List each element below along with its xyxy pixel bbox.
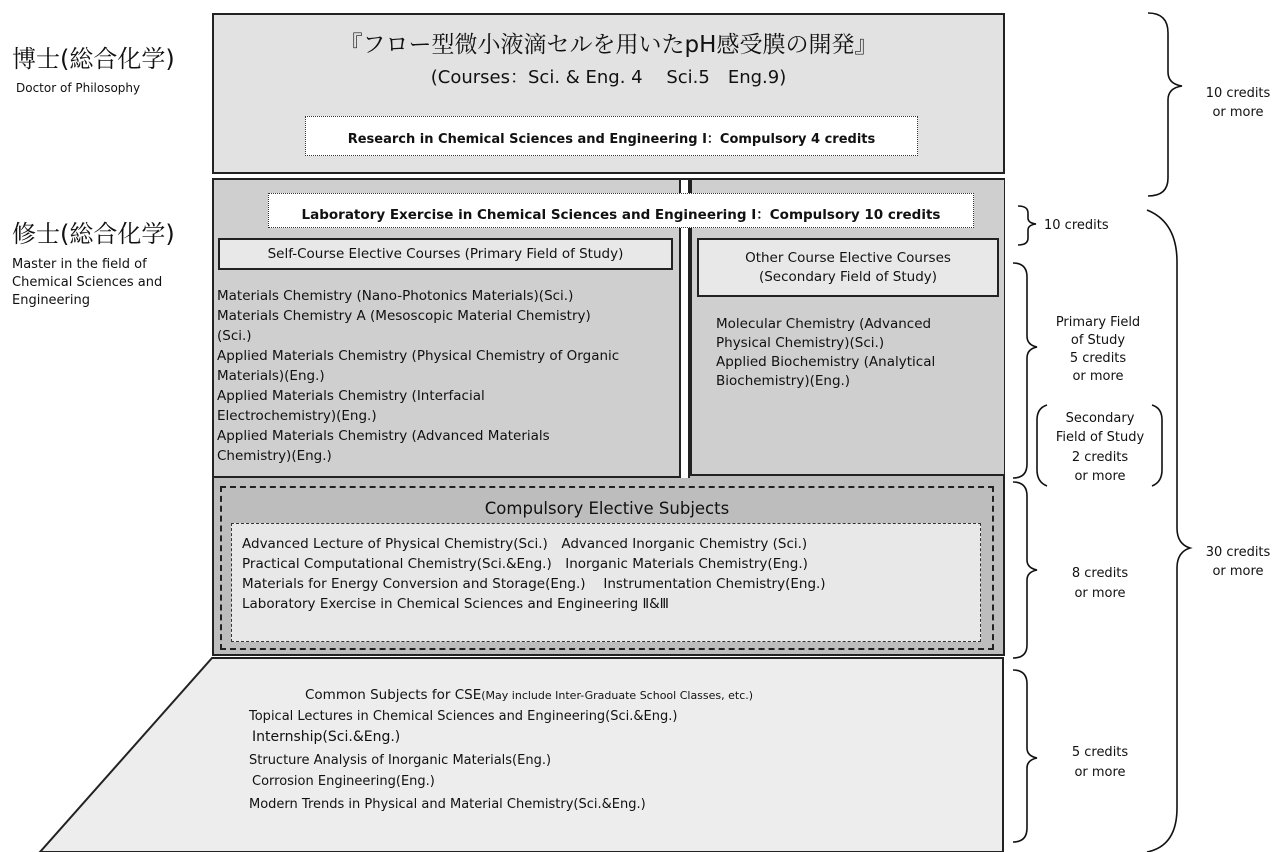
master-label-en-3: Engineering: [12, 293, 90, 308]
list-item: Applied Biochemistry (Analytical: [716, 354, 936, 370]
credit-master-1: 30 credits: [1205, 545, 1271, 560]
phd-label-en: Doctor of Philosophy: [16, 81, 141, 95]
lab-exercise-label: Laboratory Exercise in Chemical Sciences and Engineering Ⅰ：Compulsory 10 credits: [301, 207, 941, 223]
list-item: Physical Chemistry)(Sci.): [716, 335, 885, 351]
common-line-5: Modern Trends in Physical and Material Chemistry(Sci.&Eng.): [249, 797, 646, 812]
common-line-4: Corrosion Engineering(Eng.): [252, 774, 435, 789]
master-label-en-1: Master in the field of: [12, 257, 147, 272]
brace-common: [1013, 670, 1037, 842]
other-course-header-1: Other Course Elective Courses: [745, 250, 951, 266]
master-label-jp: 修士(総合化学): [12, 220, 175, 248]
credit-master-2: or more: [1212, 564, 1264, 579]
common-title-main: Common Subjects for CSE: [305, 687, 482, 703]
credit-primary-2: of Study: [1070, 333, 1126, 348]
brace-lab: [1018, 206, 1036, 245]
list-item: Advanced Lecture of Physical Chemistry(Sci.) Advanced Inorganic Chemistry (Sci.): [242, 536, 808, 552]
brace-phd: [1148, 13, 1182, 196]
list-item: Applied Materials Chemistry (Physical Chemistry of Organic: [217, 348, 620, 364]
list-item: Materials for Energy Conversion and Storage(Eng.) Instrumentation Chemistry(Eng.): [242, 576, 826, 592]
common-line-2: Internship(Sci.&Eng.): [252, 729, 401, 745]
credit-lab: 10 credits: [1044, 218, 1109, 233]
self-course-header: Self-Course Elective Courses (Primary Field of Study): [267, 246, 624, 262]
compulsory-elective-title: Compulsory Elective Subjects: [484, 499, 730, 518]
credit-primary-4: or more: [1072, 369, 1124, 384]
list-item: Electrochemistry)(Eng.): [217, 408, 377, 424]
credit-secondary-2: Field of Study: [1055, 430, 1145, 445]
list-item: Applied Materials Chemistry (Interfacial: [217, 388, 485, 404]
credit-compulsory-1: 8 credits: [1071, 566, 1129, 581]
list-item: Molecular Chemistry (Advanced: [716, 316, 932, 332]
credit-common-2: or more: [1074, 765, 1126, 780]
list-item: (Sci.): [217, 328, 252, 344]
phd-label-jp: 博士(総合化学): [12, 45, 175, 73]
credit-phd-2: or more: [1212, 105, 1264, 120]
research-label: Research in Chemical Sciences and Engineering Ⅰ：Compulsory 4 credits: [347, 132, 876, 147]
credit-secondary-3: 2 credits: [1071, 450, 1129, 465]
list-item: Biochemistry)(Eng.): [716, 373, 851, 389]
list-item: Laboratory Exercise in Chemical Sciences and Engineering Ⅱ&Ⅲ: [242, 596, 669, 612]
list-item: Practical Computational Chemistry(Sci.&Eng.) Inorganic Materials Chemistry(Eng.): [242, 556, 808, 572]
other-course-header-2: (Secondary Field of Study): [758, 269, 938, 285]
master-label-en-2: Chemical Sciences and: [12, 275, 163, 290]
credit-compulsory-2: or more: [1074, 586, 1126, 601]
phd-courses: (Courses：Sci. & Eng. 4 Sci.5 Eng.9): [430, 67, 787, 88]
credit-secondary-4: or more: [1074, 469, 1126, 484]
phd-title: 『フロー型微小液滴セルを用いたpH感受膜の開発』: [339, 32, 878, 58]
brace-primary: [1013, 263, 1037, 478]
common-line-1: Topical Lectures in Chemical Sciences and Engineering(Sci.&Eng.): [249, 709, 678, 724]
list-item: Materials Chemistry A (Mesoscopic Material Chemistry): [217, 308, 591, 324]
credit-secondary-1: Secondary: [1065, 411, 1135, 426]
brace-compulsory: [1013, 482, 1037, 658]
list-item: Materials)(Eng.): [217, 368, 325, 384]
list-item: Materials Chemistry (Nano-Photonics Materials)(Sci.): [217, 288, 574, 304]
credit-primary-1: Primary Field: [1055, 315, 1141, 330]
credit-phd-1: 10 credits: [1205, 86, 1271, 101]
list-item: Applied Materials Chemistry (Advanced Materials: [217, 428, 550, 444]
common-title-note: (May include Inter-Graduate School Classes, etc.): [481, 689, 754, 702]
credit-common-1: 5 credits: [1071, 745, 1129, 760]
list-item: Chemistry)(Eng.): [217, 448, 332, 464]
credit-primary-3: 5 credits: [1069, 351, 1127, 366]
common-line-3: Structure Analysis of Inorganic Materials(Eng.): [249, 753, 552, 768]
